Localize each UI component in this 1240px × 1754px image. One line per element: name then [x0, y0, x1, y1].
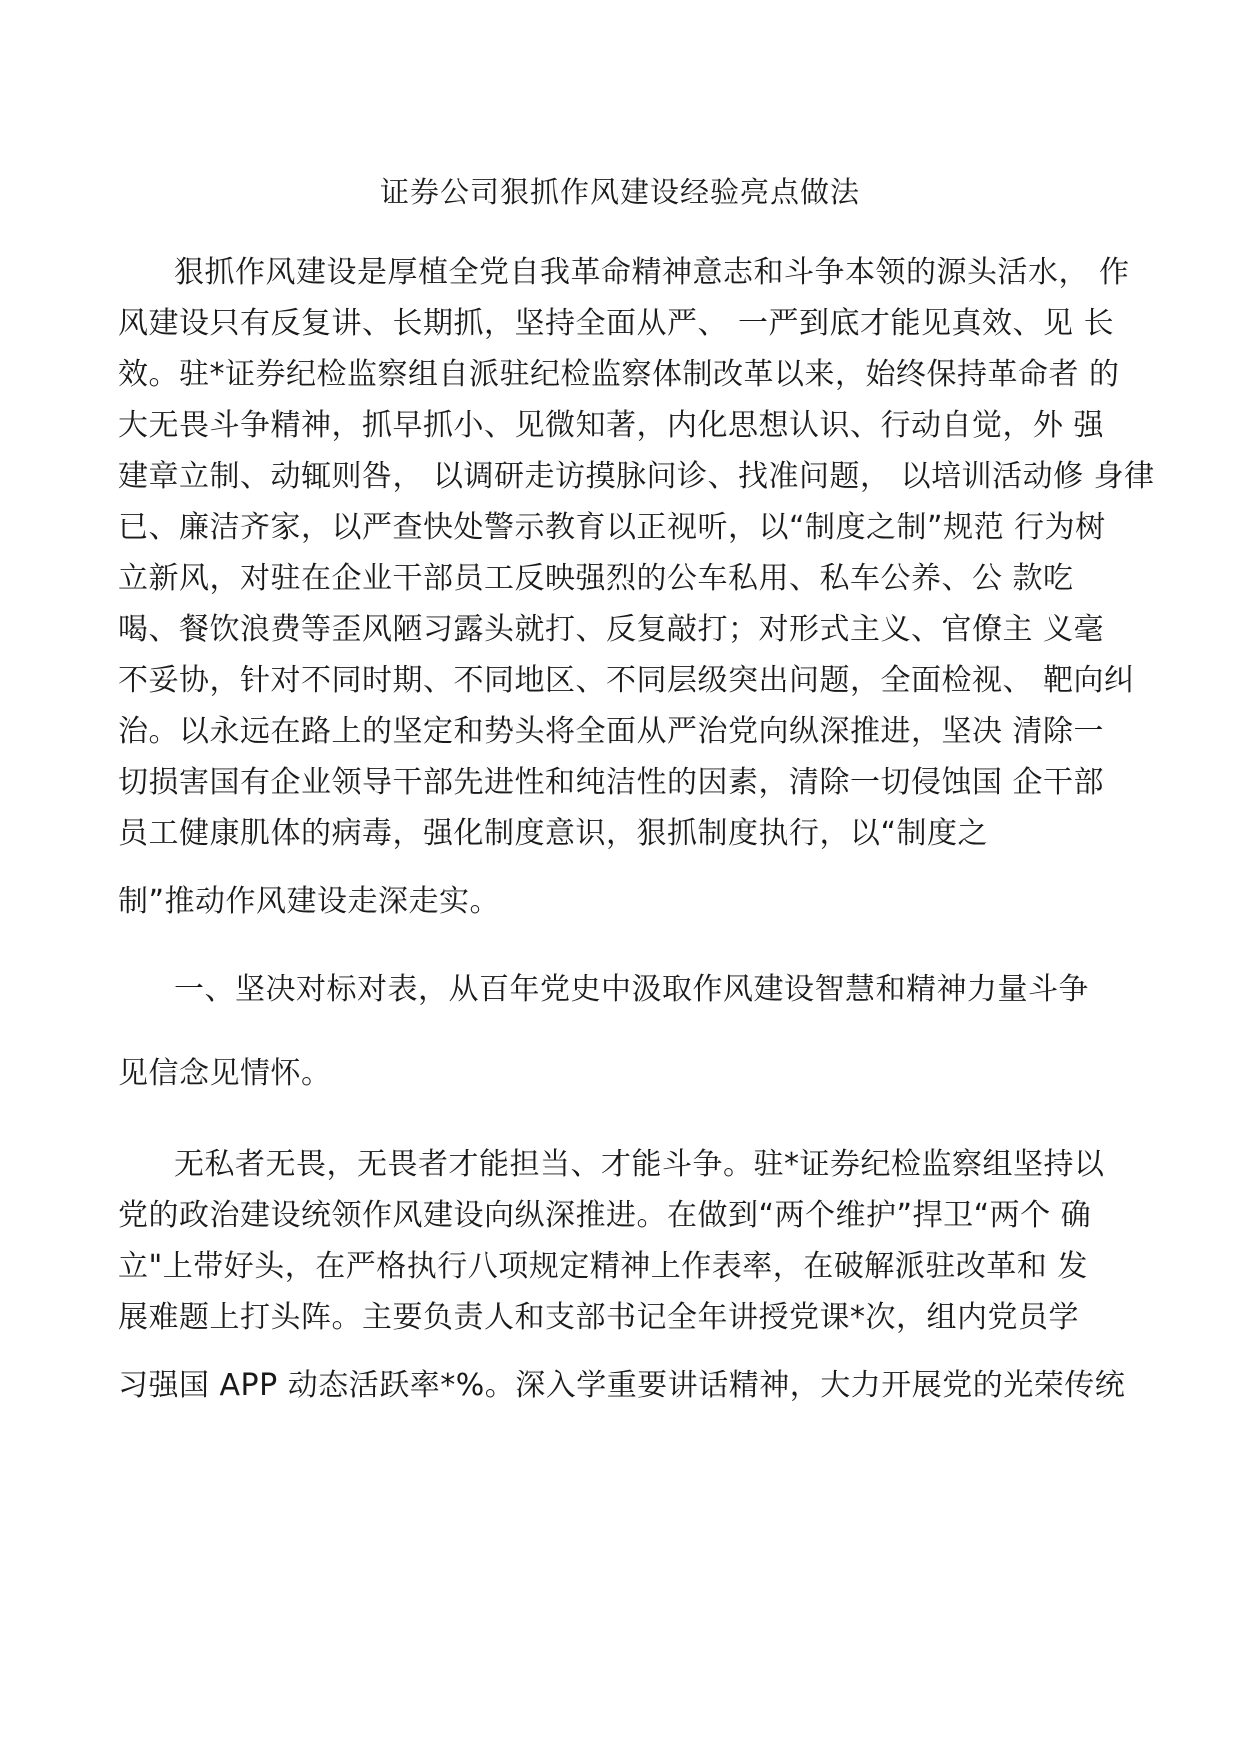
paragraph-1-line-4: 大无畏斗争精神，抓早抓小、见微知著，内化思想认识、行动自觉，外 强	[118, 408, 1105, 443]
paragraph-1-line-9: 不妥协，针对不同时期、不同地区、不同层级突出问题，全面检视、 靶向纠	[118, 663, 1135, 698]
paragraph-1-line-6: 已、廉洁齐家，以严查快处警示教育以正视听，以“制度之制”规范 行为树	[118, 510, 1106, 545]
paragraph-2-line-2: 党的政治建设统领作风建设向纵深推进。在做到“两个维护”捍卫“两个 确	[118, 1198, 1092, 1233]
paragraph-2-line-1: 无私者无畏，无畏者才能担当、才能斗争。驻*证券纪检监察组坚持以	[174, 1147, 1105, 1182]
paragraph-1-line-1: 狠抓作风建设是厚植全党自我革命精神意志和斗争本领的源头活水， 作	[174, 255, 1130, 290]
paragraph-1-line-12: 员工健康肌体的病毒，强化制度意识，狠抓制度执行，以“制度之	[118, 816, 989, 851]
paragraph-1-line-5: 建章立制、动辄则咎， 以调研走访摸脉问诊、找准问题， 以培训活动修 身律	[118, 459, 1155, 494]
document-title: 证券公司狠抓作风建设经验亮点做法	[379, 175, 860, 209]
section-heading-1-line-2: 见信念见情怀。	[118, 1056, 332, 1091]
paragraph-1-line-2: 风建设只有反复讲、长期抓，坚持全面从严、 一严到底才能见真效、见 长	[118, 306, 1115, 341]
paragraph-1-line-11: 切损害国有企业领导干部先进性和纯洁性的因素，清除一切侵蚀国 企干部	[118, 765, 1105, 800]
paragraph-1-line-3: 效。驻*证券纪检监察组自派驻纪检监察体制改革以来，始终保持革命者 的	[118, 357, 1120, 392]
paragraph-2-line-3: 立"上带好头，在严格执行八项规定精神上作表率，在破解派驻改革和 发	[118, 1249, 1088, 1284]
paragraph-1-line-8: 喝、餐饮浪费等歪风陋习露头就打、反复敲打；对形式主义、官僚主 义毫	[118, 612, 1105, 647]
paragraph-1-line-13: 制”推动作风建设走深走实。	[118, 884, 501, 919]
section-heading-1-line-1: 一、坚决对标对表，从百年党史中汲取作风建设智慧和精神力量斗争	[174, 972, 1089, 1007]
paragraph-2-line-5: 习强国 APP 动态活跃率*%。深入学重要讲话精神，大力开展党的光荣传统	[118, 1368, 1126, 1403]
paragraph-2-line-4: 展难题上打头阵。主要负责人和支部书记全年讲授党课*次，组内党员学	[118, 1300, 1079, 1335]
paragraph-1-line-10: 治。以永远在路上的坚定和势头将全面从严治党向纵深推进，坚决 清除一	[118, 714, 1105, 749]
paragraph-1-line-7: 立新风，对驻在企业干部员工反映强烈的公车私用、私车公养、公 款吃	[118, 561, 1074, 596]
